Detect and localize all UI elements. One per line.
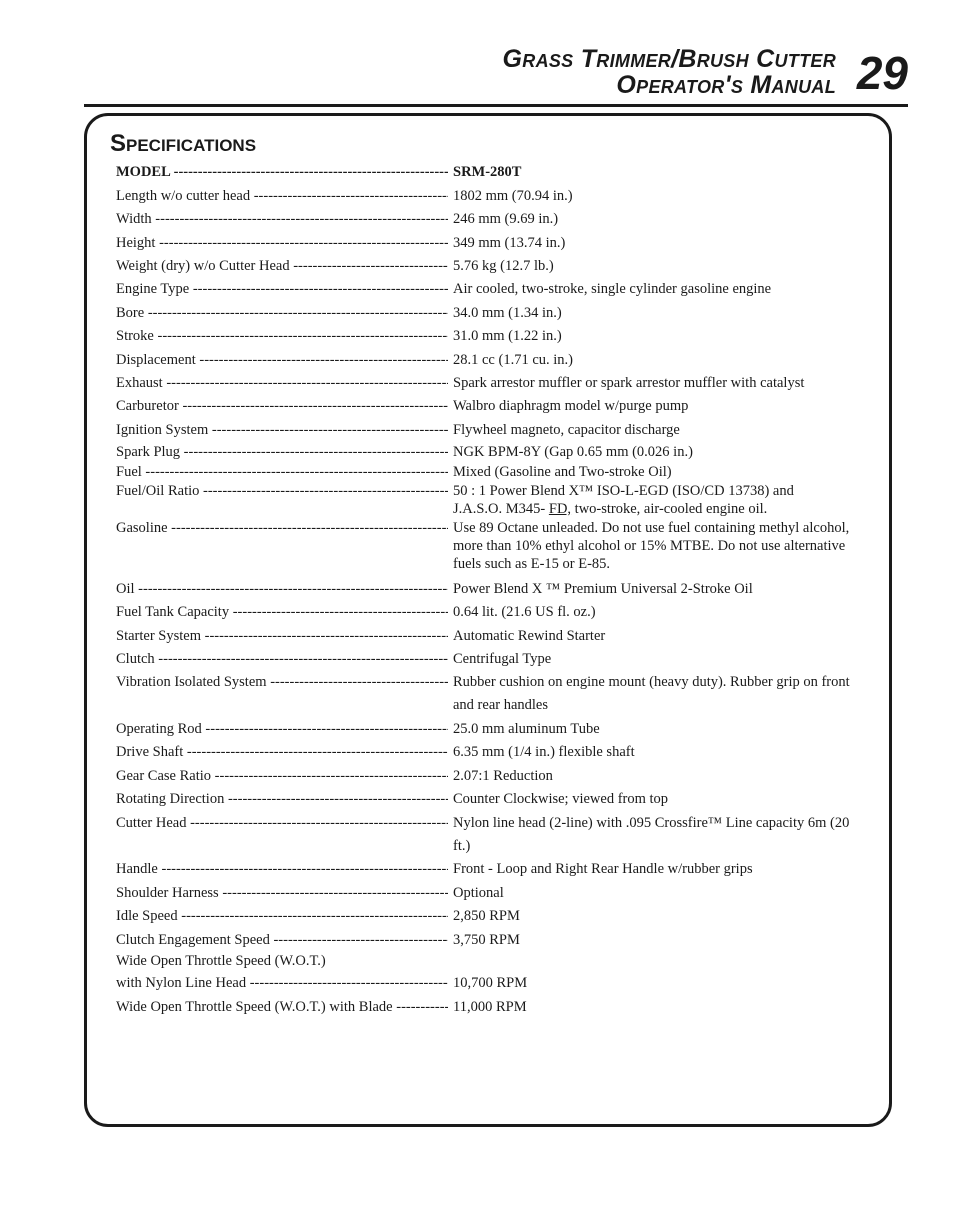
spec-value-line: 50 : 1 Power Blend X™ ISO-L-EGD (ISO/CD 13738) and (453, 483, 794, 499)
spec-label: Vibration Isolated System ----- (116, 673, 448, 691)
spec-value: Nylon line head (2-line) with .095 Crossfire™ Line capacity 6m (20 ft.) (453, 815, 850, 854)
section-title: Specifications (110, 130, 257, 157)
spec-label: Spark Plug ----- (116, 443, 448, 461)
spec-value: Flywheel magneto, capacitor discharge (453, 422, 680, 438)
spec-value: 0.64 lit. (21.6 US fl. oz.) (453, 604, 596, 620)
spec-label: Handle ----- (116, 860, 448, 878)
spec-label: Gasoline ----- (116, 519, 448, 537)
spec-value-line: J.A.S.O. M345- FD, two-stroke, air-cooled engine oil. (453, 501, 768, 517)
spec-value: 25.0 mm aluminum Tube (453, 721, 600, 737)
spec-value: Walbro diaphragm model w/purge pump (453, 398, 689, 414)
spec-label: Displacement ----- (116, 351, 448, 369)
spec-label: MODEL ----- (116, 163, 448, 181)
spec-value: Rubber cushion on engine mount (heavy duty). Rubber grip on front and rear handles (453, 674, 850, 713)
spec-value: Centrifugal Type (453, 651, 552, 667)
manual-title (503, 46, 836, 98)
spec-label: Width ----- (116, 210, 448, 228)
spec-value: NGK BPM-8Y (Gap 0.65 mm (0.026 in.) (453, 444, 693, 460)
spec-label: Wide Open Throttle Speed (W.O.T.) with Blade ----- (116, 998, 448, 1016)
spec-value: SRM-280T (453, 164, 522, 180)
manual-title-line2: Operator's Manual (616, 71, 836, 99)
spec-label: Clutch Engagement Speed ----- (116, 931, 448, 949)
spec-value: Mixed (Gasoline and Two-stroke Oil) (453, 464, 672, 480)
spec-value: 31.0 mm (1.22 in.) (453, 328, 562, 344)
spec-label: Gear Case Ratio ----- (116, 767, 448, 785)
spec-value: Counter Clockwise; viewed from top (453, 791, 669, 807)
spec-label: Idle Speed ----- (116, 907, 448, 925)
spec-label: Fuel Tank Capacity ----- (116, 603, 448, 621)
spec-value: 11,000 RPM (453, 999, 527, 1015)
spec-value: 1802 mm (70.94 in.) (453, 188, 573, 204)
spec-label: Weight (dry) w/o Cutter Head ----- (116, 257, 448, 275)
spec-label: Fuel ----- (116, 463, 448, 481)
spec-value: Air cooled, two-stroke, single cylinder gasoline engine (453, 281, 772, 297)
spec-label: Rotating Direction ----- (116, 790, 448, 808)
spec-label: Clutch ----- (116, 650, 448, 668)
spec-value: Optional (453, 885, 504, 901)
spec-value (453, 482, 871, 518)
header-rule (84, 104, 908, 107)
spec-value: 3,750 RPM (453, 932, 520, 948)
spec-label: Shoulder Harness ----- (116, 884, 448, 902)
spec-label: Drive Shaft ----- (116, 743, 448, 761)
spec-value: Use 89 Octane unleaded. Do not use fuel containing methyl alcohol, more than 10% ethyl alcohol or 15% MTBE. Do not use alternative fuels such as E-15 or E-85. (453, 520, 850, 572)
manual-title-line1: Grass Trimmer/Brush Cutter (502, 45, 836, 73)
spec-value: Power Blend X ™ Premium Universal 2-Stroke Oil (453, 581, 753, 597)
spec-value: 246 mm (9.69 in.) (453, 211, 559, 227)
spec-label: Operating Rod ----- (116, 720, 448, 738)
spec-label: Bore ----- (116, 304, 448, 322)
spec-value: Automatic Rewind Starter (453, 628, 606, 644)
spec-label: Length w/o cutter head ----- (116, 187, 448, 205)
spec-label: with Nylon Line Head ----- (116, 974, 448, 992)
spec-value: 10,700 RPM (453, 975, 528, 991)
spec-value: 349 mm (13.74 in.) (453, 235, 566, 251)
spec-label: Exhaust ----- (116, 374, 448, 392)
spec-label: Starter System ----- (116, 627, 448, 645)
spec-value: 2,850 RPM (453, 908, 520, 924)
spec-value: 6.35 mm (1/4 in.) flexible shaft (453, 744, 635, 760)
spec-value: Spark arrestor muffler or spark arrestor muffler with catalyst (453, 375, 805, 391)
spec-value: Front - Loop and Right Rear Handle w/rubber grips (453, 861, 753, 877)
spec-label: Stroke ----- (116, 327, 448, 345)
spec-label: Oil ----- (116, 580, 448, 598)
spec-label: Carburetor ----- (116, 397, 448, 415)
spec-label: Engine Type ----- (116, 280, 448, 298)
page-number: 29 (856, 47, 908, 99)
spec-label: Fuel/Oil Ratio ----- (116, 482, 448, 500)
spec-value: 5.76 kg (12.7 lb.) (453, 258, 554, 274)
spec-label: Ignition System ----- (116, 421, 448, 439)
spec-label: Wide Open Throttle Speed (W.O.T.) (116, 953, 326, 969)
spec-value: 2.07:1 Reduction (453, 768, 553, 784)
spec-label: Cutter Head ----- (116, 814, 448, 832)
spec-value: 28.1 cc (1.71 cu. in.) (453, 352, 573, 368)
spec-label: Height ----- (116, 234, 448, 252)
spec-value: 34.0 mm (1.34 in.) (453, 305, 562, 321)
